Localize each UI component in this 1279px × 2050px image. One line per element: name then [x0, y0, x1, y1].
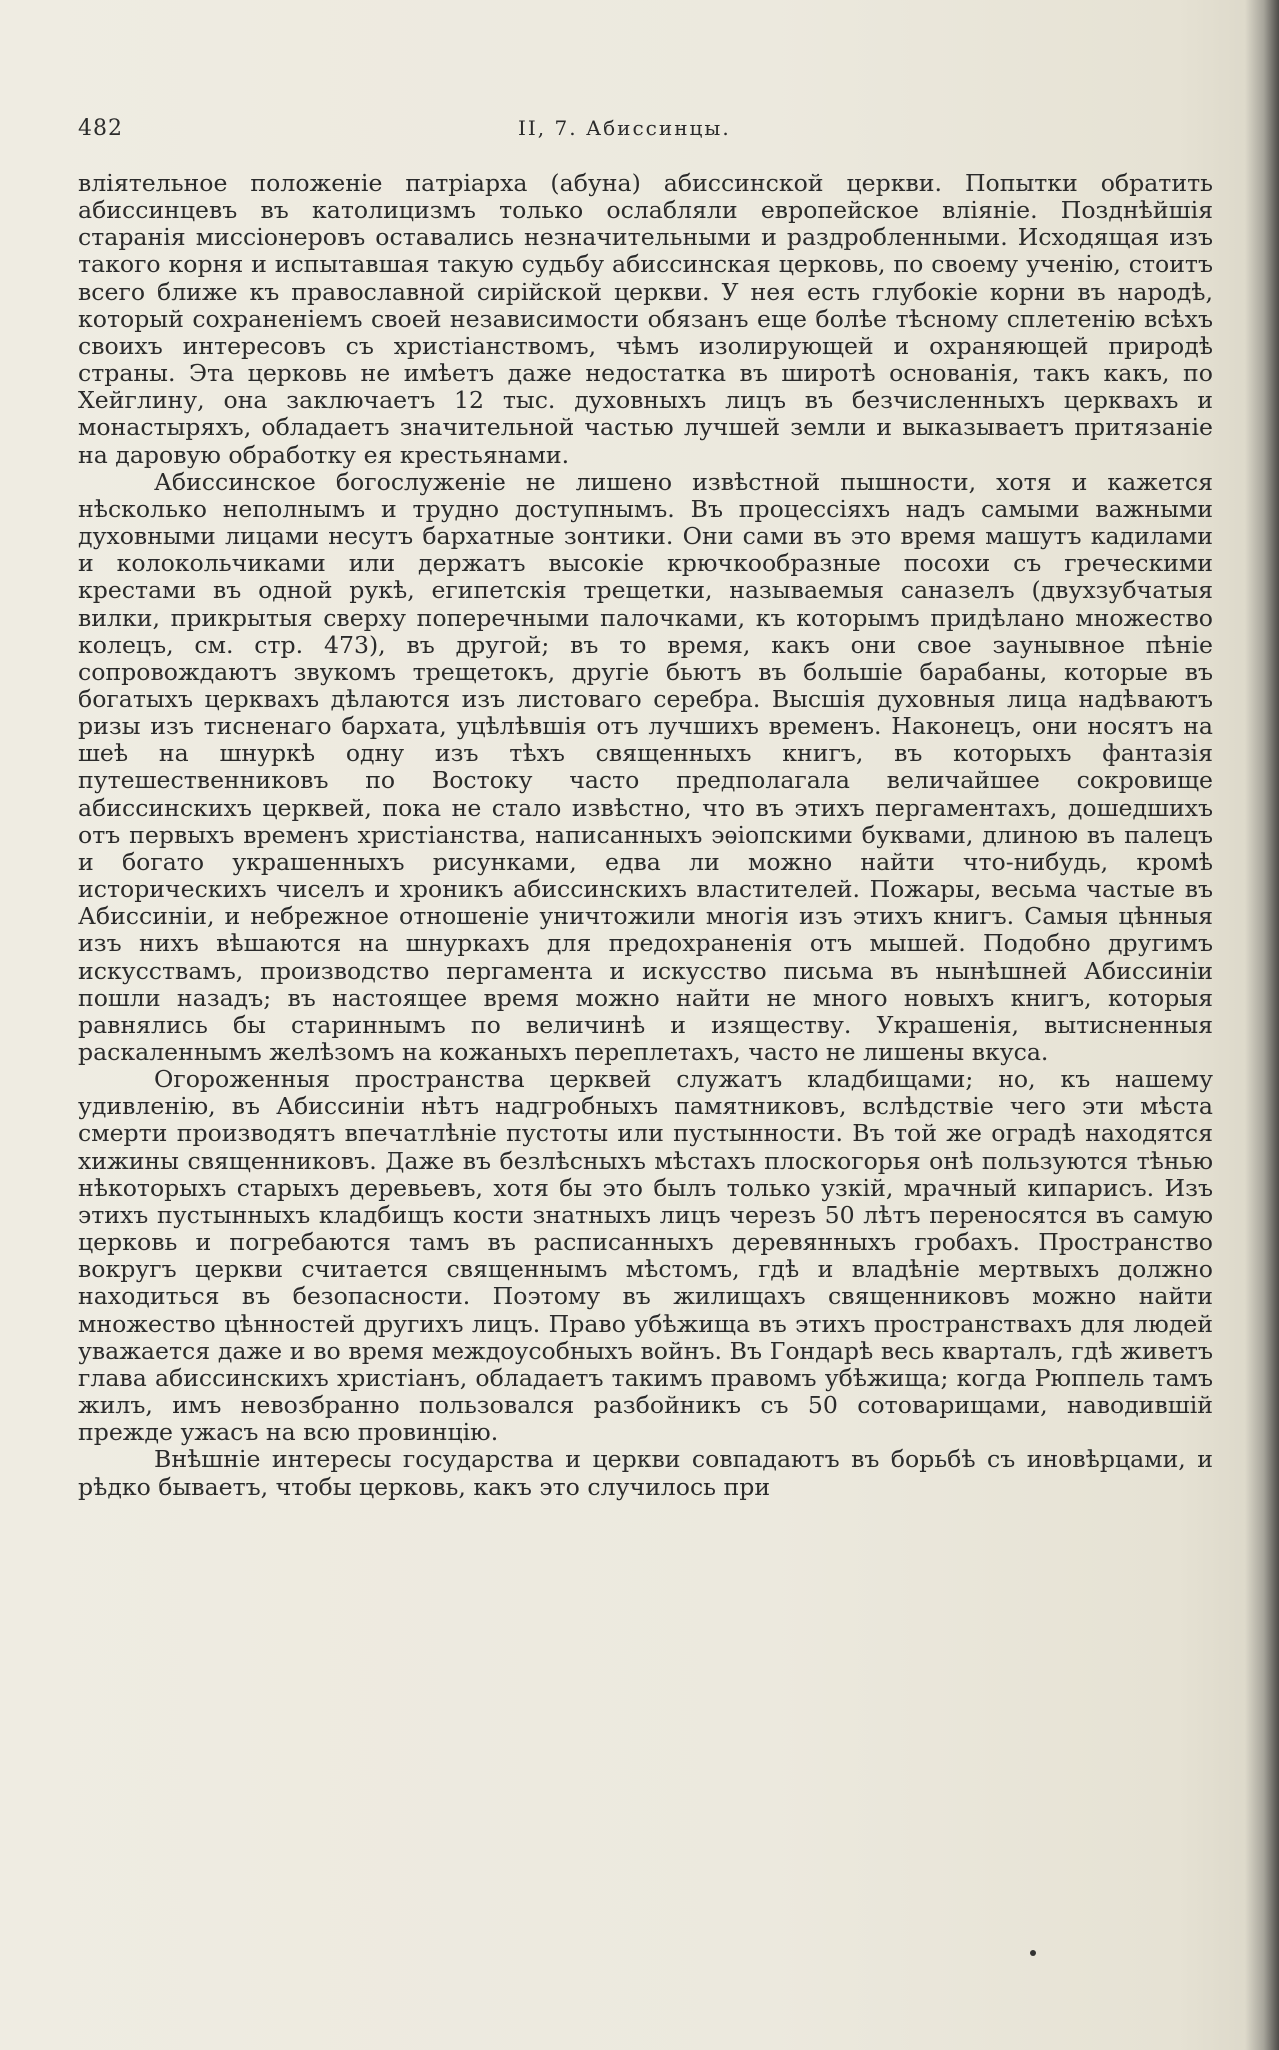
page-edge-shadow	[1245, 0, 1279, 2050]
paragraph-2: Абиссинское богослуженіе не лишено извѣстной пышности, хотя и кажется нѣсколько неполнымъ и трудно доступнымъ. Въ процессіяхъ надъ самыми важными духовными лицами несутъ бархатные зонтики. Они сами въ это время машутъ кадилами и колокольчиками или держатъ высокіе крючкообразные посохи съ греческими крестами въ одной рукѣ, египетскія трещетки, называемыя саназелъ (двухзубчатыя вилки, прикрытыя сверху поперечными палочками, къ которымъ придѣлано множество колецъ, см. стр. 473), въ другой; въ то время, какъ они свое заунывное пѣніе сопровождаютъ звукомъ трещетокъ, другіе бьютъ въ большіе барабаны, которые въ богатыхъ церквахъ дѣлаются изъ листоваго серебра. Высшія духовныя лица надѣваютъ ризы изъ тисненаго бархата, уцѣлѣвшія отъ лучшихъ временъ. Наконецъ, они носятъ на шеѣ на шнуркѣ одну изъ тѣхъ священныхъ книгъ, въ которыхъ фантазія путешественниковъ по Востоку часто предполагала величайшее сокровище абиссинскихъ церквей, пока не стало извѣстно, что въ этихъ пергаментахъ, дошедшихъ отъ первыхъ временъ христіанства, написанныхъ эѳіопскими буквами, длиною въ палецъ и богато украшенныхъ рисунками, едва ли можно найти что-нибудь, кромѣ историческихъ чиселъ и хроникъ абиссинскихъ властителей. Пожары, весьма частые въ Абиссиніи, и небрежное отношеніе уничтожили многія изъ этихъ книгъ. Самыя цѣнныя изъ нихъ вѣшаются на шнуркахъ для предохраненія отъ мышей. Подобно другимъ искусствамъ, производство пергамента и искусство письма въ нынѣшней Абиссиніи пошли назадъ; въ настоящее время можно найти не много новыхъ книгъ, которыя равнялись бы стариннымъ по величинѣ и изяществу. Украшенія, вытисненныя раскаленнымъ желѣзомъ на кожаныхъ переплетахъ, часто не лишены вкуса.	[78, 467, 1213, 1066]
page-header	[78, 116, 1218, 150]
paragraph-1: вліятельное положеніе патріарха (абуна) абиссинской церкви. Попытки обратить абиссинцевъ въ католицизмъ только ослабляли европейское вліяніе. Позднѣйшія старанія миссіонеровъ оставались незначительными и раздробленными. Исходящая изъ такого корня и испытавшая такую судьбу абиссинская церковь, по своему ученію, стоитъ всего ближе къ православной сирійской церкви. У нея есть глубокіе корни въ народѣ, который сохраненіемъ своей независимости обязанъ еще болѣе тѣсному сплетенію всѣхъ своихъ интересовъ съ христіанствомъ, чѣмъ изолирующей и охраняющей природѣ страны. Эта церковь не имѣетъ даже недостатка въ широтѣ основанія, такъ какъ, по Хейглину, она заключаетъ 12 тыс. духовныхъ лицъ въ безчисленныхъ церквахъ и монастыряхъ, обладаетъ значительной частью лучшей земли и выказываетъ притязаніе на даровую обработку ея крестьянами.	[78, 169, 1213, 469]
paragraph-3: Огороженныя пространства церквей служатъ кладбищами; но, къ нашему удивленію, въ Абиссиніи нѣтъ надгробныхъ памятниковъ, вслѣдствіе чего эти мѣста смерти производятъ впечатлѣніе пустоты или пустынности. Въ той же оградѣ находятся хижины священниковъ. Даже въ безлѣсныхъ мѣстахъ плоскогорья онѣ пользуются тѣнью нѣкоторыхъ старыхъ деревьевъ, хотя бы это былъ только узкій, мрачный кипарисъ. Изъ этихъ пустынныхъ кладбищъ кости знатныхъ лицъ черезъ 50 лѣтъ переносятся въ самую церковь и погребаются тамъ въ расписанныхъ деревянныхъ гробахъ. Пространство вокругъ церкви считается священнымъ мѣстомъ, гдѣ и владѣніе мертвыхъ должно находиться въ безопасности. Поэтому въ жилищахъ священниковъ можно найти множество цѣнностей другихъ лицъ. Право убѣжища въ этихъ пространствахъ для людей уважается даже и во время междоусобныхъ войнъ. Въ Гондарѣ весь кварталъ, гдѣ живетъ глава абиссинскихъ христіанъ, обладаетъ такимъ правомъ убѣжища; когда Рюппель тамъ жилъ, имъ невозбранно пользовался разбойникъ съ 50 сотоварищами, наводившій прежде ужасъ на всю провинцію.	[78, 1065, 1213, 1447]
running-title: II, 7. Абиссинцы.	[518, 116, 731, 140]
ink-speck	[1030, 1950, 1036, 1956]
page-number: 482	[78, 116, 123, 141]
paragraph-4: Внѣшніе интересы государства и церкви совпадаютъ въ борьбѣ съ иновѣрцами, и рѣдко бываетъ, чтобы церковь, какъ это случилось при	[78, 1445, 1213, 1501]
body-text	[78, 170, 1213, 1970]
